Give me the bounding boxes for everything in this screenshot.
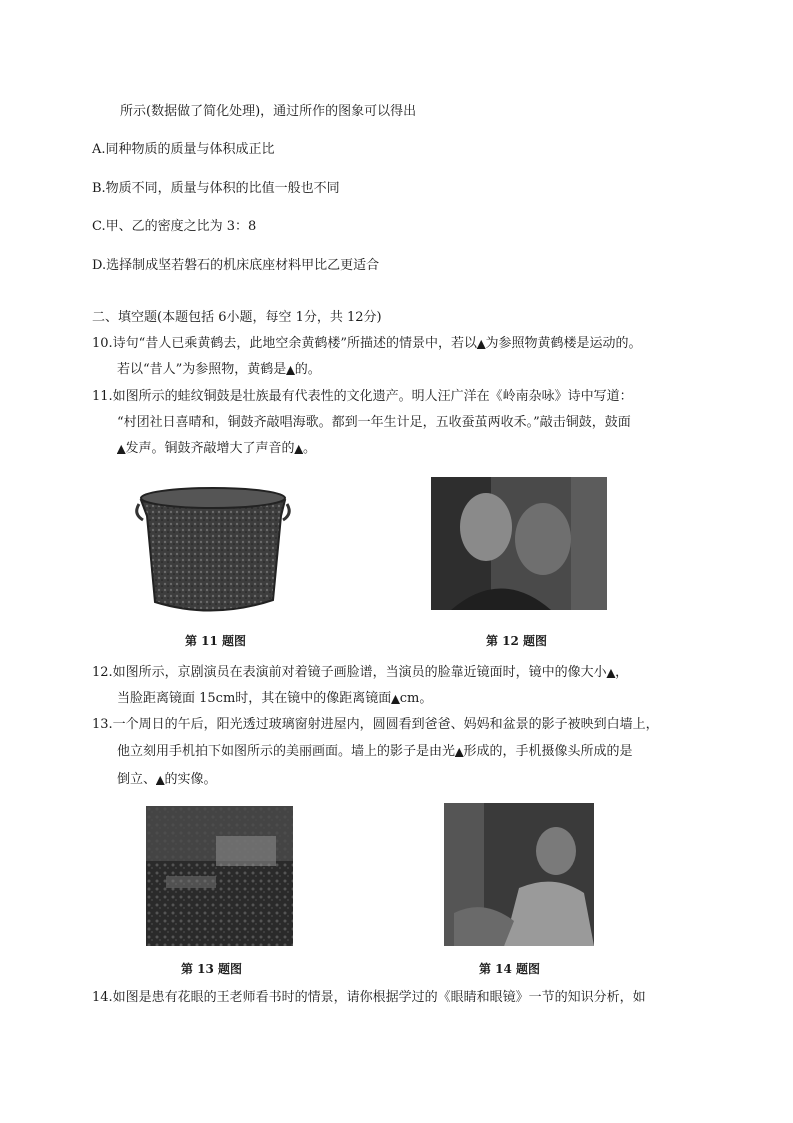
q11-blank-1: ▲ <box>117 442 126 455</box>
q9-option-d: D.选择制成坚若磐石的机床底座材料甲比乙更适合 <box>92 258 380 273</box>
q9-intro: 所示(数据做了简化处理)，通过所作的图象可以得出 <box>120 104 417 119</box>
q12-blank-2: ▲ <box>391 692 400 705</box>
q12-line2 <box>117 690 432 708</box>
q10-text-c: 若以“昔人”为参照物，黄鹤是 <box>117 362 287 377</box>
q13-text-b: 形成的，手机摄像头所成的是 <box>463 744 633 759</box>
q10-blank-2: ▲ <box>286 363 295 376</box>
fig14-caption: 第 14 题图 <box>479 962 541 976</box>
fig12-caption: 第 12 题图 <box>486 634 548 648</box>
q12-line1 <box>92 664 628 682</box>
q10-line1 <box>92 335 641 353</box>
q12-text-d: cm。 <box>399 691 433 706</box>
q11-line1: 11.如图所示的蛙纹铜鼓是壮族最有代表性的文化遗产。明人汪广洋在《岭南杂咏》诗中写道： <box>92 389 633 404</box>
q12-text-c: 当脸距离镜面 15cm时，其在镜中的像距离镜面 <box>117 691 392 706</box>
bronze-drum-image <box>133 480 293 620</box>
q13-text-d: 的实像。 <box>164 772 217 787</box>
q11-line3 <box>117 440 316 458</box>
q11-line2: “村团社日喜晴和，铜鼓齐敲唱海歌。都到一年生计足，五收蚕茧两收禾。”敲击铜鼓，鼓面 <box>117 415 631 430</box>
q10-line2 <box>117 361 321 379</box>
section-title: 二、填空题(本题包括 6小题，每空 1分，共 12分) <box>92 310 382 325</box>
q13-blank-2: ▲ <box>156 773 165 786</box>
q14-line1: 14.如图是患有花眼的王老师看书时的情景，请你根据学过的《眼睛和眼镜》一节的知识分析，如 <box>92 990 646 1005</box>
q12-blank-1: ▲ <box>606 666 616 679</box>
q10-text-a: 10.诗句“昔人已乘黄鹤去，此地空余黄鹤楼”所描述的情景中，若以 <box>92 336 477 351</box>
opera-mirror-photo <box>431 477 607 610</box>
q9-option-a: A.同种物质的质量与体积成正比 <box>92 142 275 157</box>
q13-line3 <box>117 771 217 789</box>
teacher-reading-photo <box>444 803 594 946</box>
q12-text-b: ， <box>615 665 629 680</box>
q12-text-a: 12.如图所示，京剧演员在表演前对着镜子画脸谱，当演员的脸靠近镜面时，镜中的像大小 <box>92 665 607 680</box>
q11-blank-2: ▲ <box>294 442 303 455</box>
q13-text-c: 倒立、 <box>117 772 157 787</box>
q11-text-b: 。 <box>302 441 316 456</box>
q9-option-b: B.物质不同，质量与体积的比值一般也不同 <box>92 181 340 196</box>
shadow-wall-photo <box>146 806 293 946</box>
q9-option-c: C.甲、乙的密度之比为 3：8 <box>92 219 257 234</box>
q10-text-d: 的。 <box>294 362 321 377</box>
q13-blank-1: ▲ <box>455 745 464 758</box>
q11-text-a: 发声。铜鼓齐敲增大了声音的 <box>125 441 295 456</box>
q13-line2 <box>117 743 633 761</box>
q13-text-a: 他立刻用手机拍下如图所示的美丽画面。墙上的影子是由光 <box>117 744 456 759</box>
fig11-caption: 第 11 题图 <box>185 634 247 648</box>
fig13-caption: 第 13 题图 <box>181 962 243 976</box>
q13-line1: 13.一个周日的午后，阳光透过玻璃窗射进屋内，圆圆看到爸爸、妈妈和盆景的影子被映到白墙上， <box>92 717 659 732</box>
q10-blank-1: ▲ <box>476 337 486 350</box>
q10-text-b: 为参照物黄鹤楼是运动的。 <box>485 336 642 351</box>
